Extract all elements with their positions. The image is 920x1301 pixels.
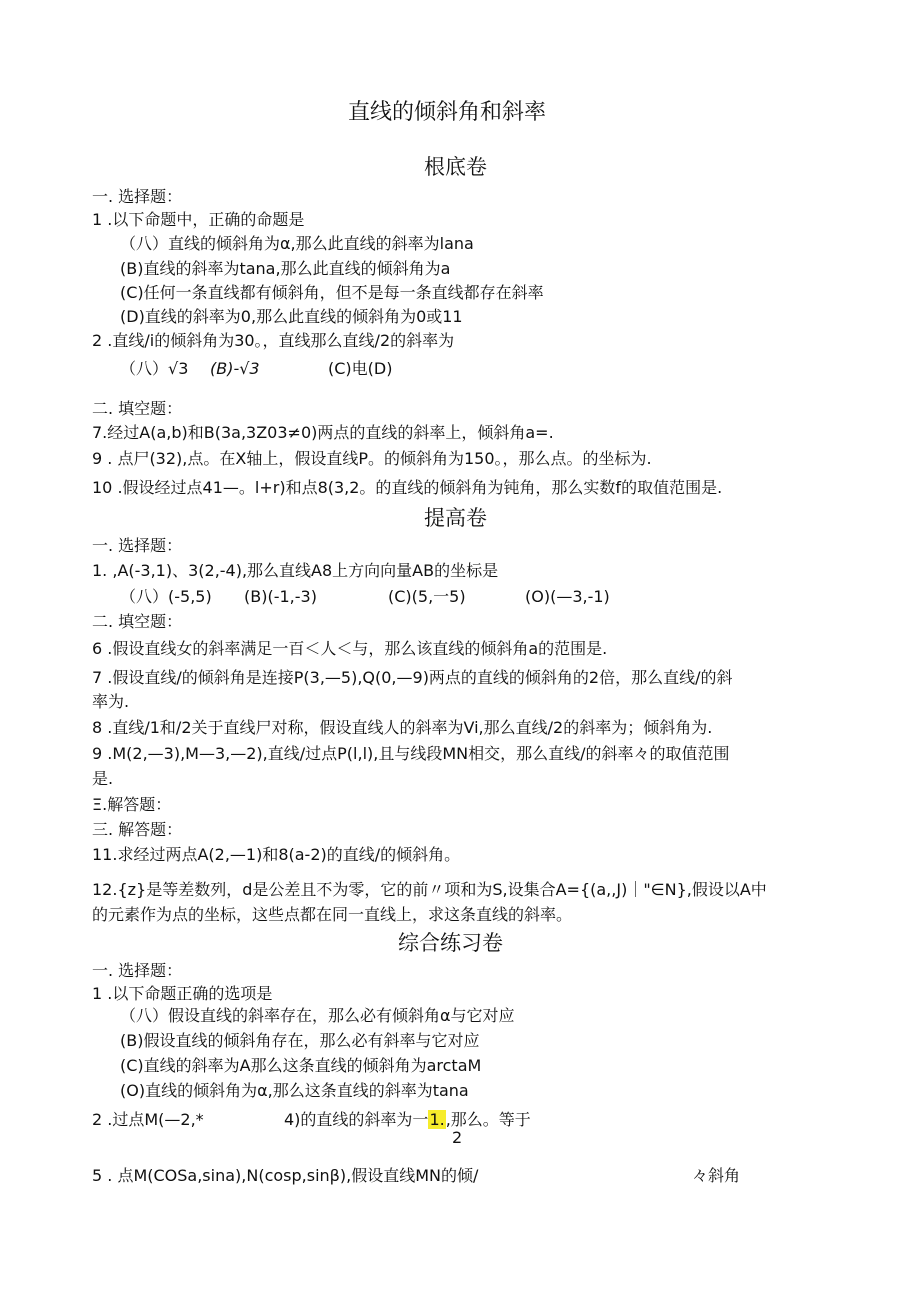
question-text: 1 .以下命题中，正确的命题是 xyxy=(92,210,305,229)
option-c: (C)任何一条直线都有倾斜角，但不是每一条直线都存在斜率 xyxy=(120,283,544,302)
option-b: (B)-√3 xyxy=(210,359,260,378)
option-a: （八）(-5,5) xyxy=(120,587,212,606)
question-text: 2 .直线/i的倾斜角为30。，直线那么直线/2的斜率为 xyxy=(92,331,455,350)
option-b: (B)假设直线的倾斜角存在，那么必有斜率与它对应 xyxy=(120,1031,480,1050)
options-row xyxy=(120,358,392,380)
section-heading-basic: 根底卷 xyxy=(424,155,487,179)
section-heading-advanced: 提高卷 xyxy=(424,506,487,530)
option-c: (C)(5,一5) xyxy=(388,587,466,606)
option-a: （八）假设直线的斜率存在，那么必有倾斜角α与它对应 xyxy=(120,1006,515,1025)
option-c: (C)直线的斜率为A那么这条直线的倾斜角为arctaM xyxy=(120,1056,482,1075)
part-label: 一. 选择题： xyxy=(92,187,183,206)
part-label: 二. 填空题： xyxy=(92,399,183,418)
option-d: (O)(—3,-1) xyxy=(525,587,610,606)
question-text xyxy=(92,1165,740,1187)
option-a: （八）直线的倾斜角为α,那么此直线的斜率为lana xyxy=(120,234,474,253)
part-label: 一. 选择题： xyxy=(92,536,183,555)
highlighted-numerator: 1. xyxy=(429,1110,445,1129)
question-text: 1. ,A(-3,1)、3(2,-4),那么直线A8上方向向量AB的坐标是 xyxy=(92,561,499,580)
question-text: 10 .假设经过点41—。l+r)和点8(3,2。的直线的倾斜角为钝角，那么实数f的取值范围是. xyxy=(92,478,723,497)
part-label: 一. 选择题： xyxy=(92,961,183,980)
question-text-cont: 是. xyxy=(92,769,114,788)
option-a: （八）√3 xyxy=(120,359,189,378)
question-text: 1 .以下命题正确的选项是 xyxy=(92,984,273,1003)
question-text: 11.求经过两点A(2,—1)和8(a-2)的直线/的倾斜角。 xyxy=(92,845,461,864)
question-fragment: 4)的直线的斜率为一 xyxy=(284,1110,429,1129)
question-fragment: 2 .过点M(—2,* xyxy=(92,1110,204,1129)
question-text xyxy=(92,1109,531,1131)
question-text: 12.{z}是等差数列，d是公差且不为零，它的前〃项和为S,设集合A={(a,,J)｜"∈N},假设以A中 xyxy=(92,880,767,899)
question-text-cont: 率为. xyxy=(92,692,130,711)
question-fragment: ,那么。等于 xyxy=(445,1110,531,1129)
part-label: Ξ.解答题： xyxy=(92,795,172,814)
question-text: 6 .假设直线女的斜率满足一百＜人＜与，那么该直线的倾斜角a的范围是. xyxy=(92,639,608,658)
section-heading-comprehensive: 综合练习卷 xyxy=(398,931,503,955)
page-title: 直线的倾斜角和斜率 xyxy=(348,100,547,125)
part-label: 三. 解答题： xyxy=(92,820,183,839)
question-text: 7.经过A(a,b)和B(3a,3Z03≠0)两点的直线的斜率上，倾斜角a=. xyxy=(92,423,554,442)
option-b: (B)(-1,-3) xyxy=(244,587,317,606)
question-text: 9 .M(2,—3),M—3,—2),直线/过点P(l,l),且与线段MN相交，那么直线/的斜率々的取值范围 xyxy=(92,744,730,763)
options-row xyxy=(120,586,610,608)
question-fragment: 々斜角 xyxy=(692,1166,741,1185)
question-fragment: 5 . 点M(COSa,sina),N(cosp,sinβ),假设直线MN的倾/ xyxy=(92,1166,479,1185)
fraction-denominator: 2 xyxy=(452,1128,463,1147)
option-d: (D)直线的斜率为0,那么此直线的倾斜角为0或11 xyxy=(120,307,463,326)
option-d: (O)直线的倾斜角为α,那么这条直线的斜率为tana xyxy=(120,1081,469,1100)
option-c: (C)电(D) xyxy=(328,359,393,378)
option-b: (B)直线的斜率为tana,那么此直线的倾斜角为a xyxy=(120,259,451,278)
part-label: 二. 填空题： xyxy=(92,612,183,631)
question-text: 7 .假设直线/的倾斜角是连接P(3,—5),Q(0,—9)两点的直线的倾斜角的2倍，那么直线/的斜 xyxy=(92,668,733,687)
question-text: 9 . 点尸(32),点。在X轴上，假设直线P。的倾斜角为150。，那么点。的坐标为. xyxy=(92,449,652,468)
question-text-cont: 的元素作为点的坐标，这些点都在同一直线上，求这条直线的斜率。 xyxy=(92,905,573,924)
question-text: 8 .直线/1和/2关于直线尸对称，假设直线人的斜率为Vi,那么直线/2的斜率为；倾斜角为. xyxy=(92,718,713,737)
